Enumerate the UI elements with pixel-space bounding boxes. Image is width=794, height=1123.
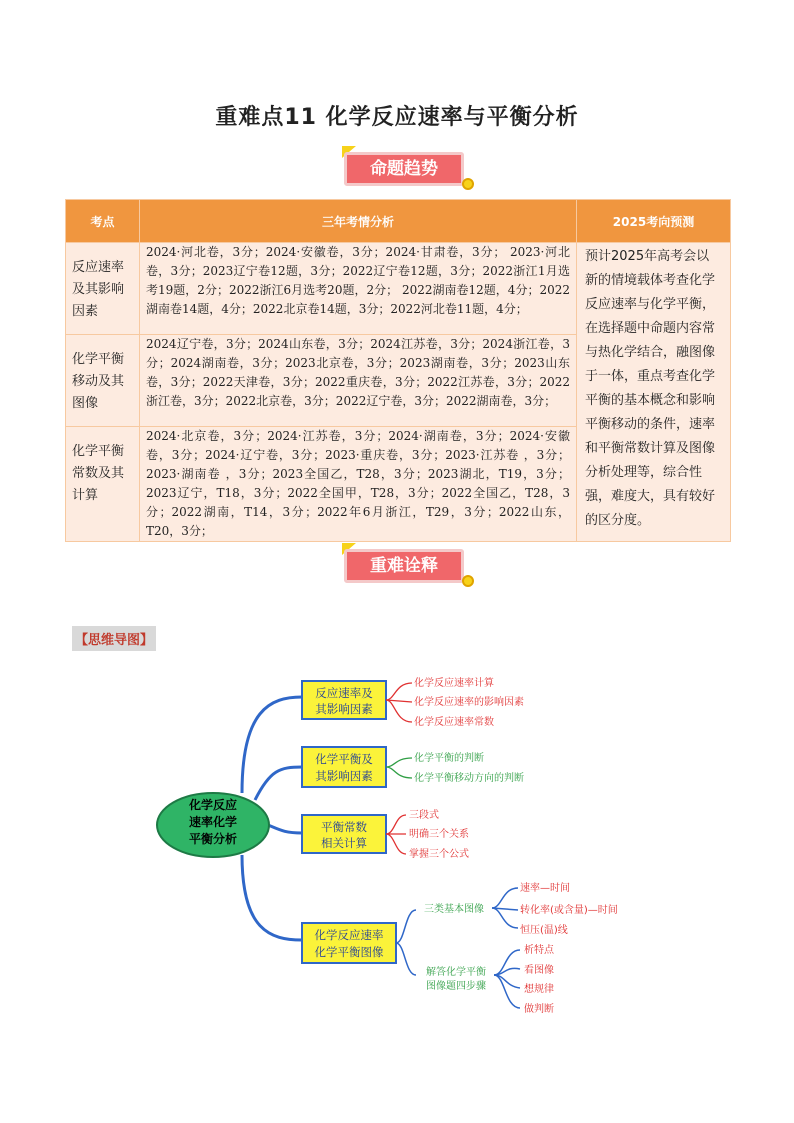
topic-cell: 反应速率及其影响因素: [66, 243, 140, 335]
banner-dot-icon: [462, 178, 474, 190]
header-prediction: 2025考向预测: [577, 200, 731, 243]
explain-banner: [344, 543, 468, 583]
trend-banner: [344, 146, 468, 186]
leaf-read-graph: 看图像: [524, 965, 554, 976]
branch-constant-line-1: 平衡常数: [321, 820, 367, 834]
leaf-isobar: 恒压(温)线: [520, 925, 568, 936]
explain-banner-label: 重难诠释: [344, 549, 464, 583]
trend-banner-label: 命题趋势: [344, 152, 464, 186]
sub-four-steps-line-1: 解答化学平衡: [426, 967, 486, 978]
table-row: [66, 243, 731, 335]
leaf-three-step: 三段式: [409, 810, 439, 821]
leaf-rate-time: 速率—时间: [520, 883, 570, 894]
sub-four-steps-line-2: 图像题四步骤: [426, 981, 486, 992]
center-line-3: 平衡分析: [188, 832, 238, 846]
header-topic: 考点: [66, 200, 140, 243]
branch-rate-leaf-lines: [386, 683, 412, 722]
analysis-cell: 2024·河北卷，3分；2024·安徽卷，3分；2024·甘肃卷，3分； 2023·河北卷，3分；2023辽宁卷12题，3分；2022辽宁卷12题，3分；2022浙江1月选考19题，2分；2022浙江6月选考20题，2分； 2022湖南卷12题，4分；2022湖南卷14题，4分；2022北京卷14题，3分；2022河北卷11题，4分；: [140, 243, 577, 335]
exam-analysis-table: [65, 199, 731, 542]
banner-dot-icon: [462, 575, 474, 587]
leaf-equilibrium-shift: 化学平衡移动方向的判断: [414, 773, 524, 784]
leaf-make-judgment: 做判断: [524, 1004, 554, 1015]
mindmap-label: 【思维导图】: [72, 626, 156, 651]
leaf-three-formulas: 掌握三个公式: [409, 849, 469, 860]
branch-graph-line-2: 化学平衡图像: [314, 945, 384, 959]
header-analysis: 三年考情分析: [140, 200, 577, 243]
topic-cell: 化学平衡常数及其计算: [66, 427, 140, 542]
leaf-recall-rules: 想规律: [524, 984, 554, 995]
branch-constant-leaf-lines: [386, 815, 406, 854]
center-line-1: 化学反应: [188, 798, 238, 812]
mind-map: [150, 670, 650, 1030]
leaf-rate-constant: 化学反应速率常数: [414, 717, 494, 728]
leaf-three-relations: 明确三个关系: [409, 829, 469, 840]
page-title: 重难点11 化学反应速率与平衡分析: [215, 105, 579, 130]
branch-equilibrium-line-1: 化学平衡及: [315, 752, 373, 766]
table-header-row: [66, 200, 731, 243]
leaf-conversion-time: 转化率(或含量)—时间: [520, 905, 618, 916]
leaf-analyze-features: 析特点: [524, 945, 554, 956]
topic-cell: 化学平衡移动及其图像: [66, 335, 140, 427]
center-line-2: 速率化学: [188, 815, 238, 829]
branch-equilibrium-leaf-lines: [386, 758, 412, 778]
branch-graph-line-1: 化学反应速率: [314, 928, 384, 942]
analysis-cell: 2024·北京卷，3分；2024·江苏卷，3分；2024·湖南卷，3分；2024·安徽卷，3分；2024·辽宁卷，3分；2023·重庆卷，3分；2023·江苏卷 ，3分；2023·湖南卷 ，3分；2023全国乙，T28，3分；2023湖北，T19，3分；2023辽宁，T18，3分；2022全国甲，T28，3分；2022全国乙，T28，3分；2022湖南，T14，3分；2022年6月浙江，T29，3分；2022山东，T20，3分；: [140, 427, 577, 542]
leaf-rate-calc: 化学反应速率计算: [414, 678, 494, 689]
analysis-cell: 2024辽宁卷，3分；2024山东卷，3分；2024江苏卷，3分；2024浙江卷，3分；2024湖南卷，3分；2023北京卷，3分；2023湖南卷，3分；2023山东卷，3分；2022天津卷，3分；2022重庆卷，3分；2022江苏卷，3分；2022浙江卷，3分；2022北京卷，3分；2022辽宁卷，3分；2022湖南卷，3分；: [140, 335, 577, 427]
branch-rate-line-1: 反应速率及: [315, 686, 373, 700]
branch-rate-line-2: 其影响因素: [315, 702, 373, 716]
leaf-rate-factors: 化学反应速率的影响因素: [414, 697, 524, 708]
sub-basic-graphs: 三类基本图像: [424, 904, 484, 915]
prediction-cell: 预计2025年高考会以新的情境载体考查化学反应速率与化学平衡，在选择题中命题内容常与热化学结合，融图像于一体，重点考查化学平衡的基本概念和影响平衡移动的条件，速率和平衡常数计算及图像分析处理等，综合性强，难度大，具有较好的区分度。: [577, 243, 731, 542]
branch-equilibrium-line-2: 其影响因素: [315, 769, 373, 783]
branch-constant-line-2: 相关计算: [321, 836, 367, 850]
leaf-equilibrium-judge: 化学平衡的判断: [414, 753, 484, 764]
